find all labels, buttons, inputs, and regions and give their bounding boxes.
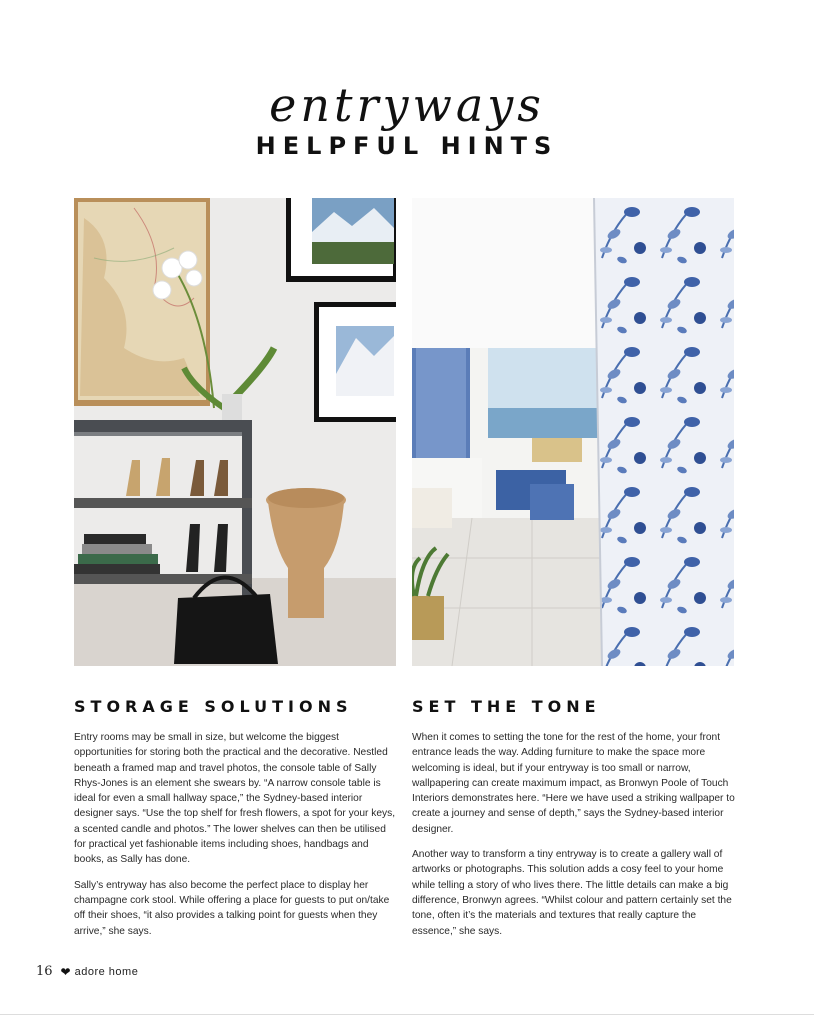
script-title: entryways — [269, 78, 545, 132]
section-heading: SET THE TONE — [412, 697, 601, 716]
console-table-illustration — [74, 198, 396, 666]
paragraph: When it comes to setting the tone for the rest of the home, your front entrance leads the way. Adding furniture to make the space more welcoming is ideal, but if your entryway is too small or narrow, wallpapering can create maximum impact, as Bronwyn Poole of Touch Interiors demonstrates here. “Here we have used a striking wallpaper to create a journey and sense of depth,” says the Sydney-based interior designer. — [412, 732, 735, 835]
floral-wallpaper-hallway-photo — [412, 198, 734, 666]
section-heading: STORAGE SOLUTIONS — [74, 697, 353, 716]
hallway-illustration — [412, 198, 734, 666]
page-title: HELPFUL HINTS — [255, 132, 559, 160]
page-number: 16 — [36, 964, 53, 979]
page-edge-divider — [0, 1014, 814, 1015]
page-title-block — [0, 60, 814, 180]
paragraph: Entry rooms may be small in size, but welcome the biggest opportunities for storing both the practical and the decorative. Nestled beneath a framed map and travel photos, the console table of Sally Rhys-Jones is an element she swears by. “A narrow console table is ideal for even a small hallway space,” the Sydney-based interior designer says. “Use the top shelf for fresh flowers, a spot for your keys, a scented candle and photos.” The lower shelves can then be utilised for practical yet fashionable items including shoes, handbags and books, as Sally has done. — [74, 732, 396, 866]
paragraph: Another way to transform a tiny entryway is to create a gallery wall of artworks or photographs. This solution adds a cosy feel to your home while telling a story of who lives there. The little details can make a big difference, Bronwyn agrees. “Whilst colour and pattern certainly set the tone, often it’s the materials and textures that really capture the essence,” she says. — [412, 849, 732, 937]
magazine-brand: adore home — [74, 965, 139, 978]
entryway-console-table-photo — [74, 198, 396, 666]
paragraph: Sally’s entryway has also become the perfect place to display her champagne cork stool. While offering a place for guests to put on/take off their shoes, “it also provides a talking point for guests when they arrive,” she says. — [74, 879, 390, 937]
set-the-tone-section — [412, 697, 736, 949]
page-footer — [36, 964, 138, 979]
storage-solutions-section — [74, 697, 398, 949]
heart-icon: ❤ — [60, 964, 71, 979]
